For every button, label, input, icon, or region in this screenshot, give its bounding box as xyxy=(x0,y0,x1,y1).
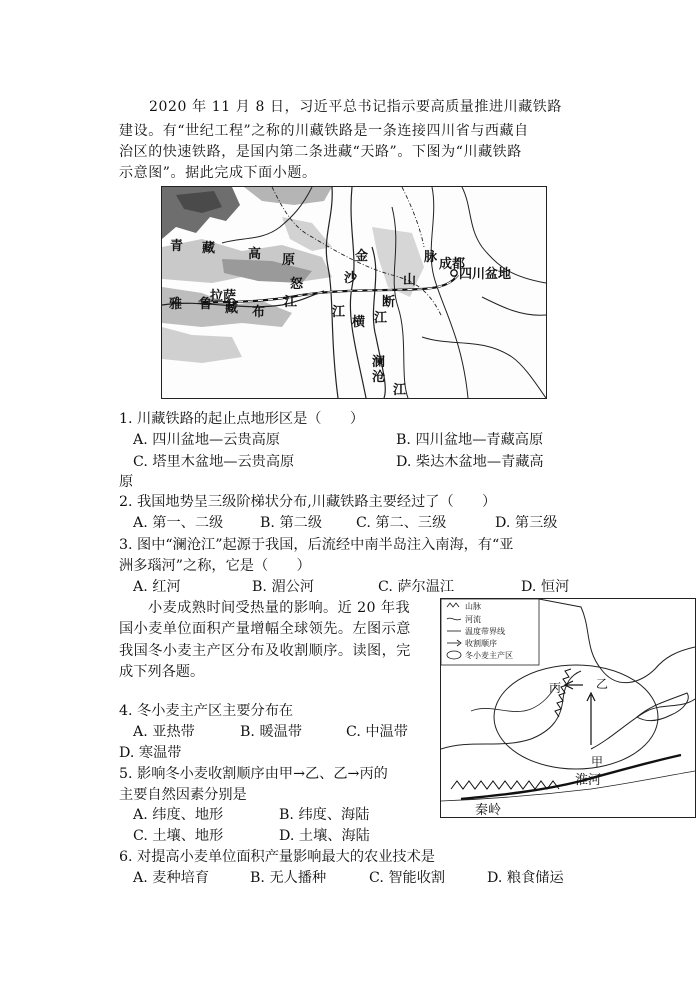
q4-stem: 4. 冬小麦主产区主要分布在 xyxy=(119,703,294,719)
intro-line-1: 2020 年 11 月 8 日，习近平总书记指示要高质量推进川藏铁路 xyxy=(149,99,562,115)
label-zang2: 藏 xyxy=(225,301,239,316)
q5-option-d: D. 土壤、海陆 xyxy=(279,828,370,844)
label-qing: 青 xyxy=(170,239,184,254)
legend-main-area: 冬小麦主产区 xyxy=(465,651,513,660)
q4-option-c: C. 中温带 xyxy=(346,724,408,740)
label-yi: 乙 xyxy=(596,677,609,691)
label-duan: 断 xyxy=(382,295,396,310)
q1-option-d-cont: 原 xyxy=(119,474,134,490)
label-shan: 山 xyxy=(403,273,417,288)
q5-option-c: C. 土壤、地形 xyxy=(133,828,224,844)
label-sichuan-basin: 四川盆地 xyxy=(459,267,512,282)
legend-mountain: 山脉 xyxy=(465,602,481,611)
intro2-line-1: 小麦成熟时间受热量的影响。近 20 年我 xyxy=(148,600,411,616)
label-lu: 鲁 xyxy=(199,297,213,312)
label-sha: 沙 xyxy=(344,271,358,286)
q4-option-d: D. 寒温带 xyxy=(119,745,182,761)
label-jiang-2: 江 xyxy=(332,305,346,320)
q5-stem-2: 主要自然因素分别是 xyxy=(119,787,247,803)
sichuan-tibet-railway-map xyxy=(161,186,547,399)
q1-stem: 1. 川藏铁路的起止点地形区是（ ） xyxy=(119,411,365,427)
intro2-line-2: 国小麦单位面积产量增幅全球领先。左图示意 xyxy=(119,621,411,637)
label-cang: 沧 xyxy=(372,370,386,385)
label-qinling: 秦岭 xyxy=(475,803,502,818)
label-jia: 甲 xyxy=(591,755,604,769)
label-heng: 横 xyxy=(352,315,366,330)
label-jiang-1: 江 xyxy=(284,295,298,310)
q3-option-b: B. 湄公河 xyxy=(252,579,315,595)
q5-stem-1: 5. 影响冬小麦收割顺序由甲→乙、乙→丙的 xyxy=(119,766,388,782)
q1-option-a: A. 四川盆地—云贵高原 xyxy=(133,432,280,448)
q6-option-a: A. 麦种培育 xyxy=(133,870,210,886)
label-mai: 脉 xyxy=(424,250,438,265)
label-jiang-4: 江 xyxy=(393,383,407,398)
label-nu: 怒 xyxy=(290,277,304,292)
legend-temperature-line: 温度带界线 xyxy=(465,627,505,636)
label-chengdu: 成都 xyxy=(439,257,466,272)
label-lan: 澜 xyxy=(372,355,386,370)
label-yuan: 原 xyxy=(282,253,296,268)
q2-option-c: C. 第二、三级 xyxy=(356,515,447,531)
q5-option-b: B. 纬度、海陆 xyxy=(279,807,370,823)
intro-line-3: 治区的快速铁路，是国内第二条进藏“天路”。下图为“川藏铁路 xyxy=(119,144,522,160)
intro-line-4: 示意图”。据此完成下面小题。 xyxy=(119,165,317,181)
label-huaihe: 淮河 xyxy=(575,773,602,788)
q6-option-b: B. 无人播种 xyxy=(250,870,327,886)
legend-harvest-order: 收割顺序 xyxy=(465,639,497,648)
q4-option-b: B. 暖温带 xyxy=(240,724,303,740)
intro2-line-4: 成下列各题。 xyxy=(119,664,205,680)
q3-option-d: D. 恒河 xyxy=(521,579,570,595)
label-jiang-3: 江 xyxy=(374,311,388,326)
q3-option-a: A. 红河 xyxy=(133,579,181,595)
q3-stem-2: 洲多瑙河”之称，它是（ ） xyxy=(119,558,311,574)
intro-line-2: 建设。有“世纪工程”之称的川藏铁路是一条连接四川省与西藏自 xyxy=(119,123,529,139)
label-gao: 高 xyxy=(248,247,262,262)
q2-stem: 2. 我国地势呈三级阶梯状分布,川藏铁路主要经过了（ ） xyxy=(119,494,497,510)
intro2-line-3: 我国冬小麦主产区分布及收割顺序。读图，完 xyxy=(119,643,411,659)
q6-stem: 6. 对提高小麦单位面积产量影响最大的农业技术是 xyxy=(119,849,435,865)
label-jin: 金 xyxy=(355,249,369,264)
q1-option-b: B. 四川盆地—青藏高原 xyxy=(396,432,544,448)
q4-option-a: A. 亚热带 xyxy=(133,724,195,740)
winter-wheat-map xyxy=(440,598,696,818)
q5-option-a: A. 纬度、地形 xyxy=(133,807,224,823)
q6-option-d: D. 粮食储运 xyxy=(487,870,564,886)
q2-option-b: B. 第二级 xyxy=(260,515,323,531)
q3-option-c: C. 萨尔温江 xyxy=(378,579,455,595)
q3-stem-1: 3. 图中“澜沧江”起源于我国，后流经中南半岛注入南海，有“亚 xyxy=(119,537,514,553)
label-bu: 布 xyxy=(252,305,266,320)
q2-option-a: A. 第一、二级 xyxy=(133,515,224,531)
q6-option-c: C. 智能收割 xyxy=(369,870,446,886)
q2-option-d: D. 第三级 xyxy=(495,515,558,531)
label-bing: 丙 xyxy=(549,681,562,695)
q1-option-d: D. 柴达木盆地—青藏高 xyxy=(396,454,544,470)
q1-option-c: C. 塔里木盆地—云贵高原 xyxy=(133,454,295,470)
label-zang: 藏 xyxy=(202,241,216,256)
legend-river: 河流 xyxy=(465,615,481,624)
label-ya: 雅 xyxy=(169,297,183,312)
label-lasa: 拉萨 xyxy=(210,289,237,304)
